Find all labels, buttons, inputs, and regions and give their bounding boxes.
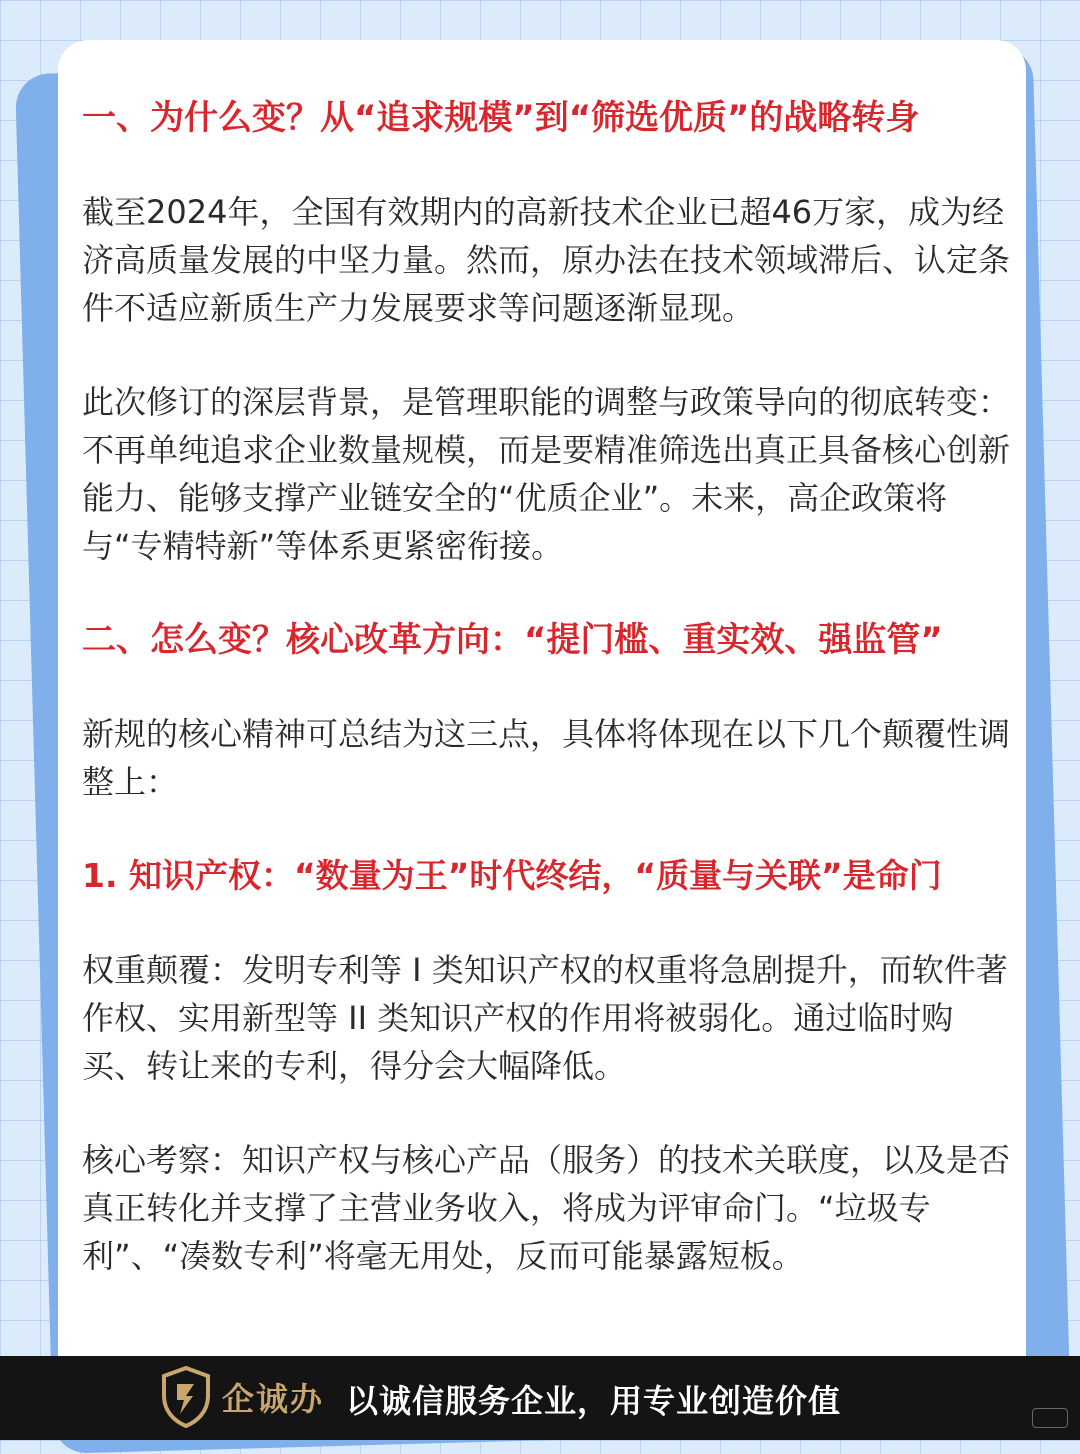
section2-paragraph-1: 权重颠覆：发明专利等 I 类知识产权的权重将急剧提升，而软件著作权、实用新型等 II 类知识产权的作用将被弱化。通过临时购买、转让来的专利，得分会大幅降低。: [82, 951, 1008, 1085]
section2-subheading-1: 1. 知识产权：“数量为王”时代终结，“质量与关联”是命门: [82, 856, 942, 895]
section1-heading: 一、为什么变？从“追求规模”到“筛选优质”的战略转身: [82, 98, 920, 138]
spacer: [82, 1090, 1012, 1136]
section1-paragraph-1: 截至2024年，全国有效期内的高新技术企业已超46万家，成为经济高质量发展的中坚力量。然而，原办法在技术领域滞后、认定条件不适应新质生产力发展要求等问题逐渐显现。: [82, 193, 1011, 327]
section1-paragraph-2: 此次修订的深层背景，是管理职能的调整与政策导向的彻底转变：不再单纯追求企业数量规模，而是要精准筛选出真正具备核心创新能力、能够支撑产业链安全的“优质企业”。未来，高企政策将与“专精特新”等体系更紧密衔接。: [82, 383, 1011, 565]
section2-paragraph-2: 核心考察：知识产权与核心产品（服务）的技术关联度，以及是否真正转化并支撑了主营业务收入，将成为评审命门。“垃圾专利”、“凑数专利”将毫无用处，反而可能暴露短板。: [82, 1141, 1011, 1275]
spacer: [82, 806, 1012, 852]
brand-name: 企诚办: [222, 1380, 325, 1418]
watermark-badge: [1032, 1408, 1068, 1428]
footer-banner: [0, 1356, 1080, 1440]
spacer: [82, 664, 1012, 710]
section2-heading: 二、怎么变？核心改革方向：“提门槛、重实效、强监管”: [82, 620, 943, 660]
brand-logo: [160, 1366, 324, 1428]
section2-intro: 新规的核心精神可总结为这三点，具体将体现在以下几个颠覆性调整上：: [82, 715, 1011, 801]
spacer: [82, 900, 1012, 946]
shield-icon: [160, 1366, 212, 1428]
article-content: [82, 94, 1012, 1280]
spacer: [82, 142, 1012, 188]
spacer: [82, 332, 1012, 378]
spacer: [82, 570, 1012, 616]
footer-slogan: 以诚信服务企业，用专业创造价值: [346, 1382, 842, 1420]
